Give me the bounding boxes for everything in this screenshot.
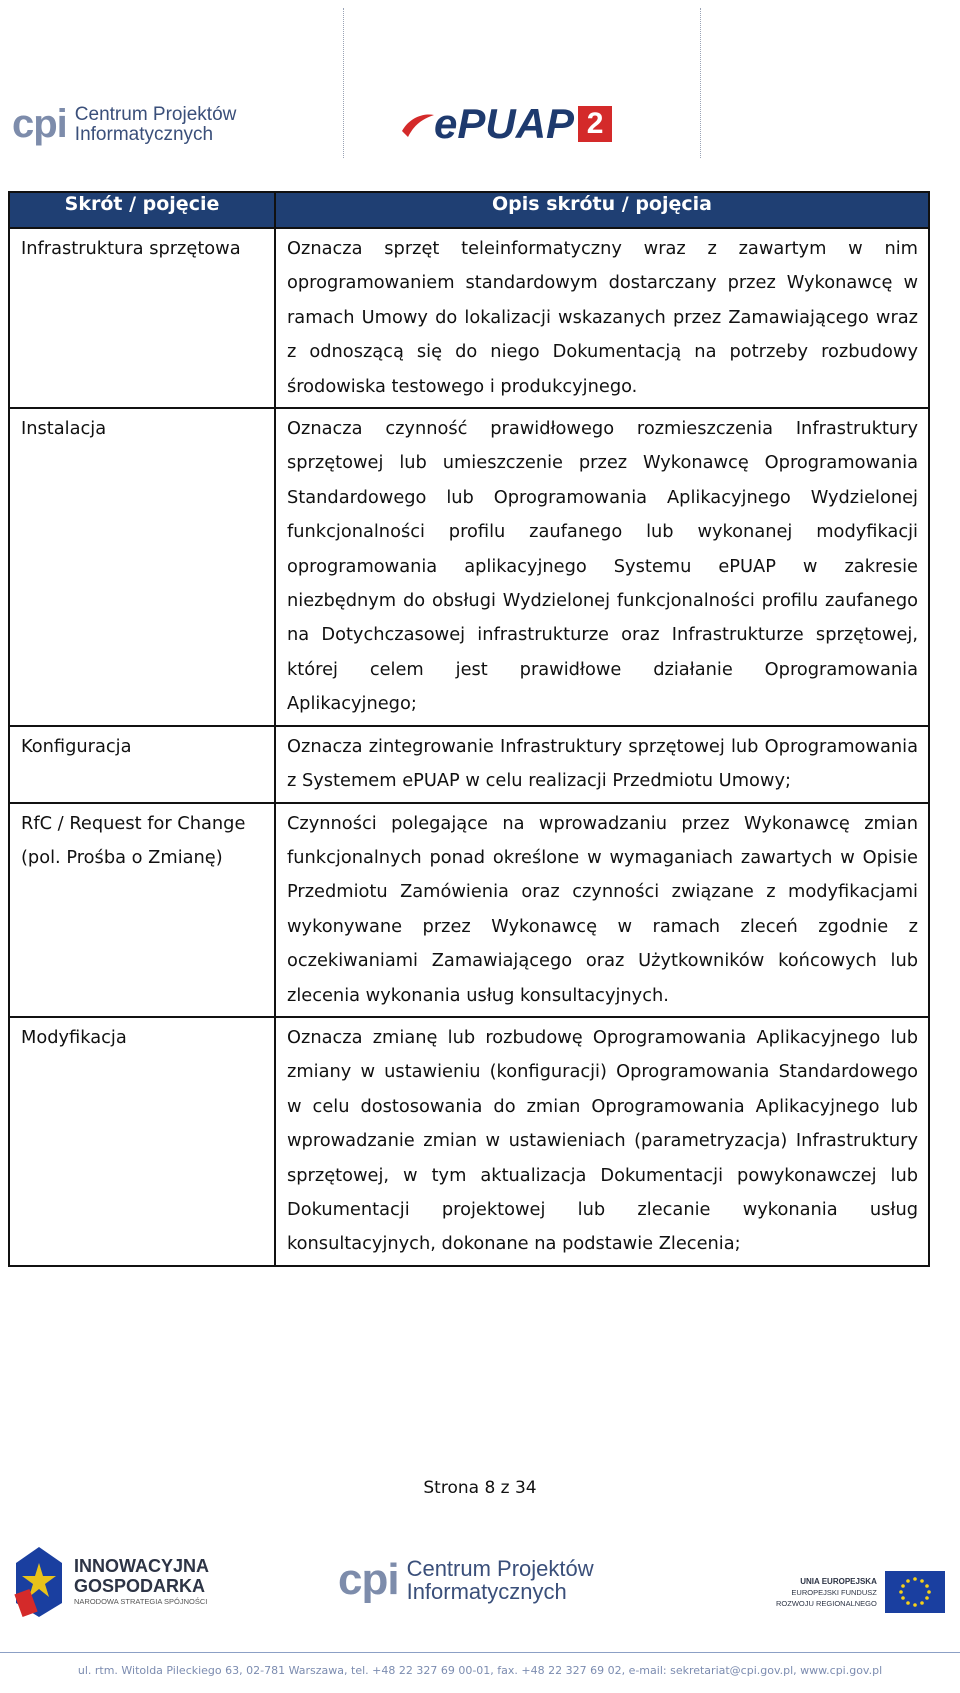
innowacyjna-line2: GOSPODARKA xyxy=(74,1576,206,1596)
cpi-logo-mark: cpi xyxy=(12,102,67,146)
innowacyjna-line1: INNOWACYJNA xyxy=(74,1556,210,1576)
term-cell: Infrastruktura sprzętowa xyxy=(9,228,275,408)
dotted-guide-left xyxy=(343,8,344,158)
cpi-footer-logo xyxy=(338,1555,594,1605)
term-cell: Modyfikacja xyxy=(9,1017,275,1266)
term-cell: Instalacja xyxy=(9,408,275,726)
term-cell: RfC / Request for Change (pol. Prośba o Zmianę) xyxy=(9,803,275,1017)
epuap-logo xyxy=(400,100,612,148)
definitions-table xyxy=(8,191,930,1267)
cpi-logo-line2: Informatycznych xyxy=(74,123,214,145)
table-row xyxy=(9,1017,929,1266)
description-cell: Oznacza zintegrowanie Infrastruktury sprzętowej lub Oprogramowania z Systemem ePUAP w celu realizacji Przedmiotu Umowy; xyxy=(275,726,929,803)
innowacyjna-text xyxy=(74,1556,209,1608)
footer-logos xyxy=(0,1545,960,1635)
eu-text xyxy=(776,1576,877,1609)
cpi-footer-text xyxy=(407,1557,594,1603)
innowacyjna-gospodarka-logo xyxy=(14,1545,209,1619)
footer-divider xyxy=(0,1652,960,1653)
eu-logo xyxy=(776,1571,945,1613)
cpi-footer-mark: cpi xyxy=(338,1555,399,1604)
epuap-swoosh-icon xyxy=(400,109,434,139)
dotted-guide-right xyxy=(700,8,701,158)
eu-line2: EUROPEJSKI FUNDUSZ xyxy=(791,1587,877,1597)
description-cell: Oznacza sprzęt teleinformatyczny wraz z zawartym w nim oprogramowaniem standardowym dostarczany przez Wykonawcę w ramach Umowy do lokalizacji wskazanych przez Zamawiającego wraz z odnoszącą się do niego Dokumentacją na potrzeby rozbudowy środowiska testowego i produkcyjnego. xyxy=(275,228,929,408)
epuap-logo-badge: 2 xyxy=(578,106,612,142)
innowacyjna-line3: NARODOWA STRATEGIA SPÓJNOŚCI xyxy=(74,1597,208,1606)
eu-flag-icon xyxy=(885,1571,945,1613)
cpi-logo xyxy=(12,102,236,147)
term-cell: Konfiguracja xyxy=(9,726,275,803)
cpi-logo-text xyxy=(75,105,237,145)
page-number: Strona 8 z 34 xyxy=(423,1478,537,1498)
table-row xyxy=(9,408,929,726)
cpi-footer-line2: Informatycznych xyxy=(406,1579,567,1604)
description-cell: Czynności polegające na wprowadzaniu przez Wykonawcę zmian funkcjonalnych ponad określone w wymaganiach zawartych w Opisie Przedmiotu Zamówienia oraz czynności związane z modyfikacjami wykonywane przez Wykonawcę w ramach zleceń zgodnie z oczekiwaniami Zamawiającego oraz Użytkowników końcowych lub zlecenia wykonania usług konsultacyjnych. xyxy=(275,803,929,1017)
cpi-logo-line1: Centrum Projektów xyxy=(74,103,237,125)
table-row xyxy=(9,726,929,803)
epuap-logo-text: ePUAP xyxy=(434,100,575,147)
table-row xyxy=(9,228,929,408)
eu-line3: ROZWOJU REGIONALNEGO xyxy=(776,1598,877,1608)
cpi-footer-line1: Centrum Projektów xyxy=(406,1555,594,1581)
header-description: Opis skrótu / pojęcia xyxy=(275,192,929,228)
header-term: Skrót / pojęcie xyxy=(9,192,275,228)
table-header-row xyxy=(9,192,929,228)
table-row xyxy=(9,803,929,1017)
eu-line1: UNIA EUROPEJSKA xyxy=(800,1576,877,1586)
innowacyjna-star-icon xyxy=(14,1545,64,1619)
footer-address: ul. rtm. Witolda Pileckiego 63, 02-781 Warszawa, tel. +48 22 327 69 00-01, fax. +48 22 327 69 02, e-mail: sekretariat@cpi.gov.pl, www.cpi.gov.pl xyxy=(77,1664,883,1677)
description-cell: Oznacza czynność prawidłowego rozmieszczenia Infrastruktury sprzętowej lub umieszczenie przez Wykonawcę Oprogramowania Standardowego lub Oprogramowania Aplikacyjnego Wydzielonej funkcjonalności profilu zaufanego lub wykonanej modyfikacji oprogramowania aplikacyjnego Systemu ePUAP w zakresie niezbędnym do obsługi Wydzielonej funkcjonalności profilu zaufanego na Dotychczasowej infrastrukturze oraz Infrastrukturze sprzętowej, której celem jest prawidłowe działanie Oprogramowania Aplikacyjnego; xyxy=(275,408,929,726)
description-cell: Oznacza zmianę lub rozbudowę Oprogramowania Aplikacyjnego lub zmiany w ustawieniu (konfiguracji) Oprogramowania Standardowego w celu dostosowania do zmian Oprogramowania Aplikacyjnego lub wprowadzanie zmian w ustawieniach (parametryzacja) Infrastruktury sprzętowej, w tym aktualizacja Dokumentacji powykonawczej lub Dokumentacji projektowej lub zlecanie wykonania usług konsultacyjnych, dokonane na podstawie Zlecenia; xyxy=(275,1017,929,1266)
